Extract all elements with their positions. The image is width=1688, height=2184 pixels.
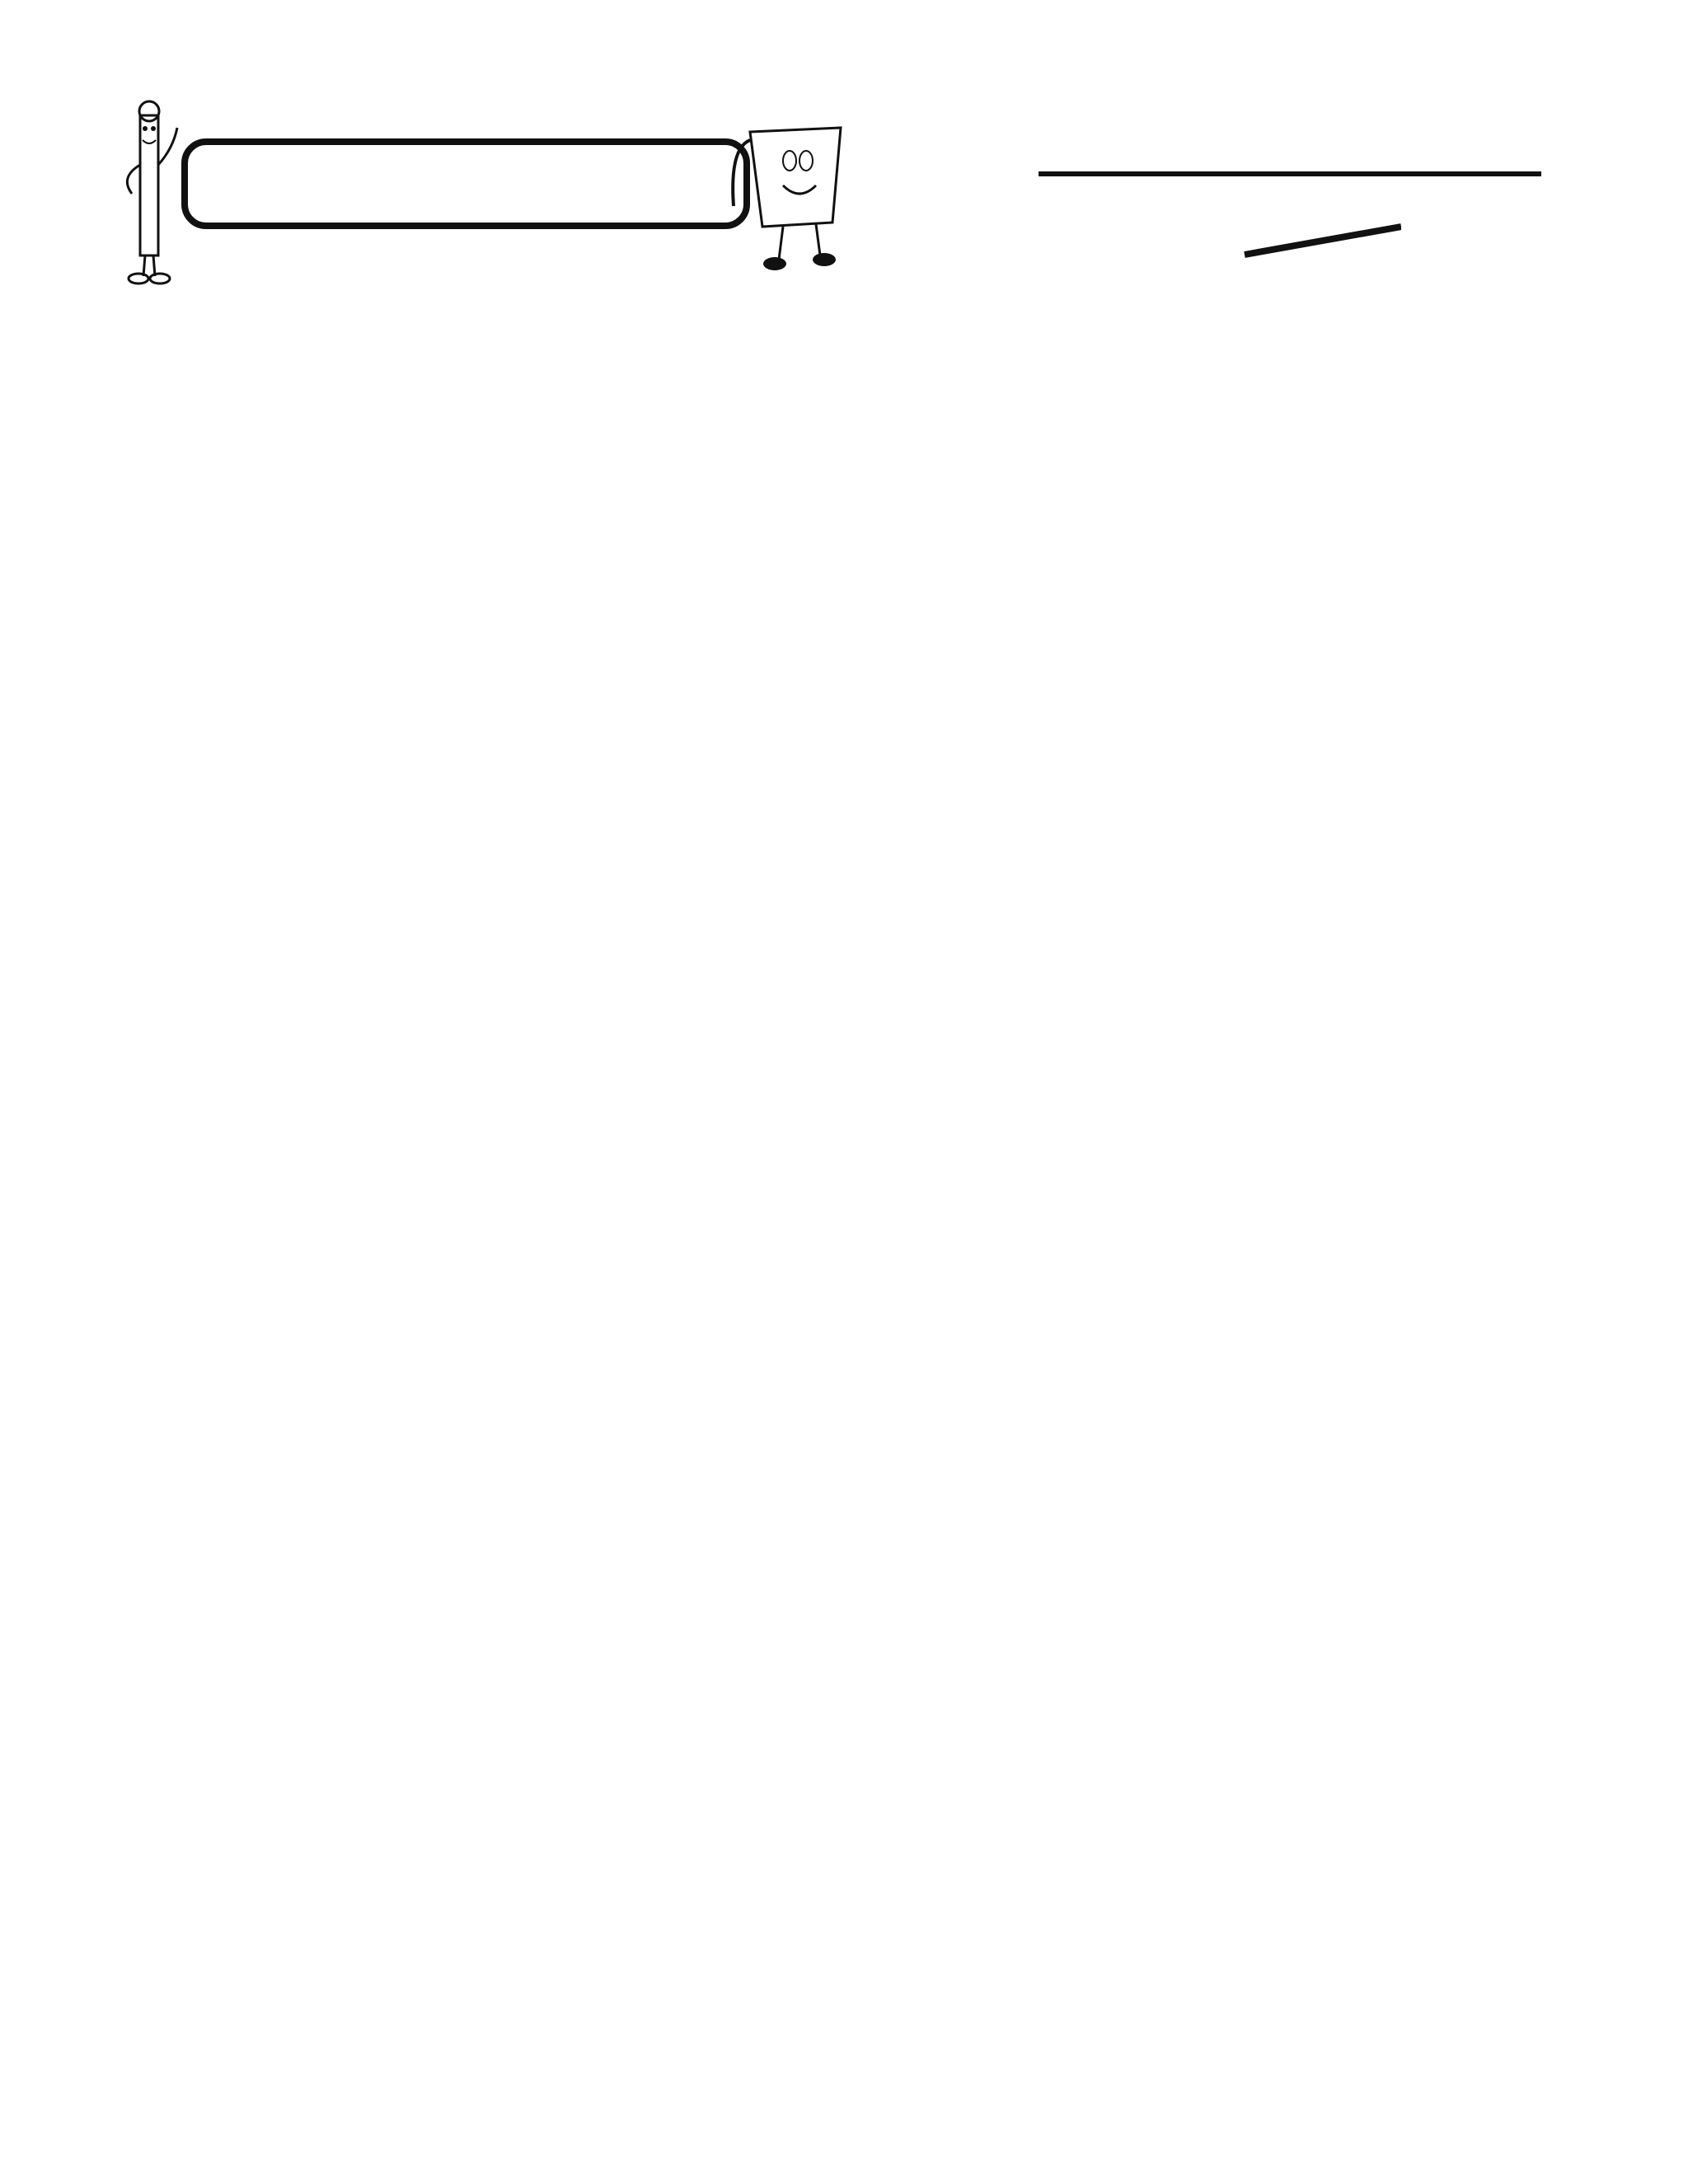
ruler-character-icon — [115, 99, 190, 288]
measurement-banner — [115, 99, 857, 288]
banner-frame — [181, 138, 750, 229]
balance-scale-icon — [1195, 210, 1401, 457]
measuring-cup-character-icon — [725, 124, 857, 288]
name-input-line[interactable] — [1039, 171, 1541, 176]
